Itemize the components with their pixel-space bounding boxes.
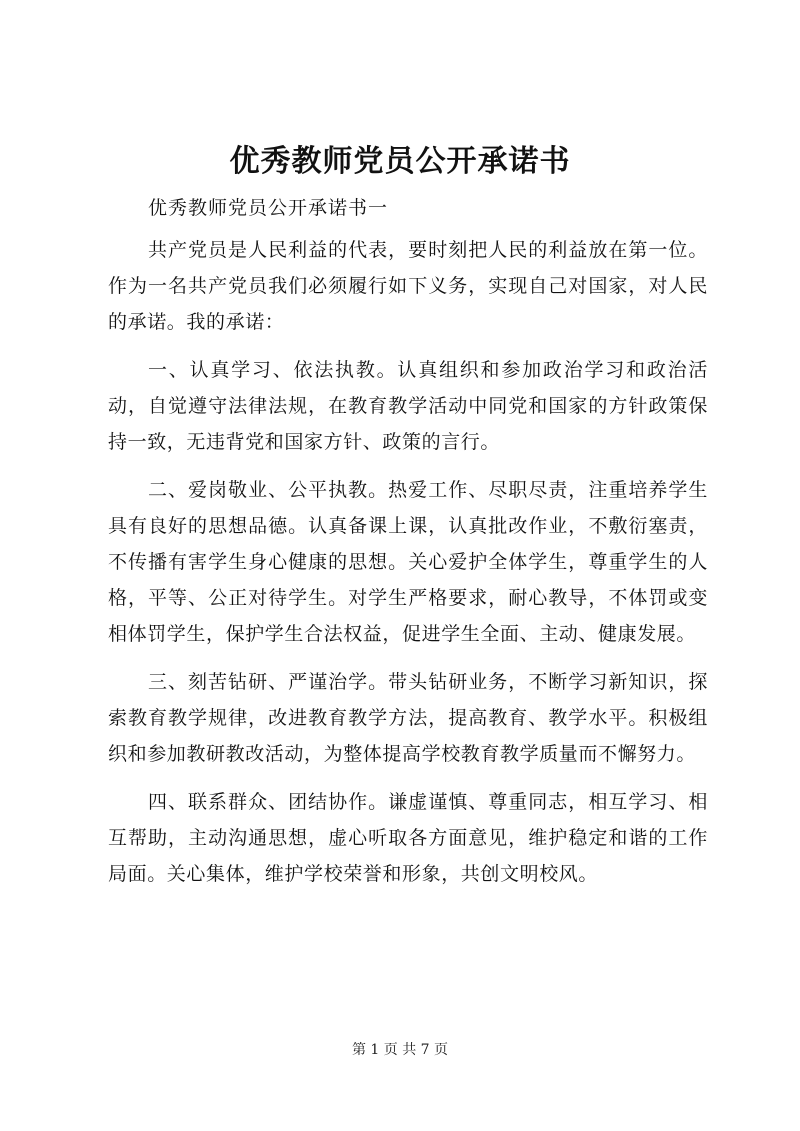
page-number-footer: 第 1 页 共 7 页 [351,1042,449,1058]
document-subtitle: 优秀教师党员公开承诺书一 [148,197,389,219]
paragraph-intro: 共产党员是人民利益的代表，要时刻把人民的利益放在第一位。作为一名共产党员我们必须履行如下义务，实现自己对国家，对人民的承诺。我的承诺： [108,239,708,333]
document-body [108,232,708,904]
paragraph-commitment-2: 二、爱岗敬业、公平执教。热爱工作、尽职尽责，注重培养学生具有良好的思想品德。认真备课上课，认真批改作业，不敷衍塞责，不传播有害学生身心健康的思想。关心爱护全体学生，尊重学生的人格，平等、公正对待学生。对学生严格要求，耐心教导，不体罚或变相体罚学生，保护学生合法权益，促进学生全面、主动、健康发展。 [108,479,708,645]
paragraph-commitment-3: 三、刻苦钻研、严谨治学。带头钻研业务，不断学习新知识，探索教育教学规律，改进教育教学方法，提高教育、教学水平。积极组织和参加教研教改活动，为整体提高学校教育教学质量而不懈努力。 [108,671,708,765]
paragraph-commitment-1: 一、认真学习、依法执教。认真组织和参加政治学习和政治活动，自觉遵守法律法规，在教育教学活动中同党和国家的方针政策保持一致，无违背党和国家方针、政策的言行。 [108,359,708,453]
paragraph-commitment-4: 四、联系群众、团结协作。谦虚谨慎、尊重同志，相互学习、相互帮助，主动沟通思想，虚心听取各方面意见，维护稳定和谐的工作局面。关心集体，维护学校荣誉和形象，共创文明校风。 [108,791,708,885]
document-title: 优秀教师党员公开承诺书 [229,144,571,179]
